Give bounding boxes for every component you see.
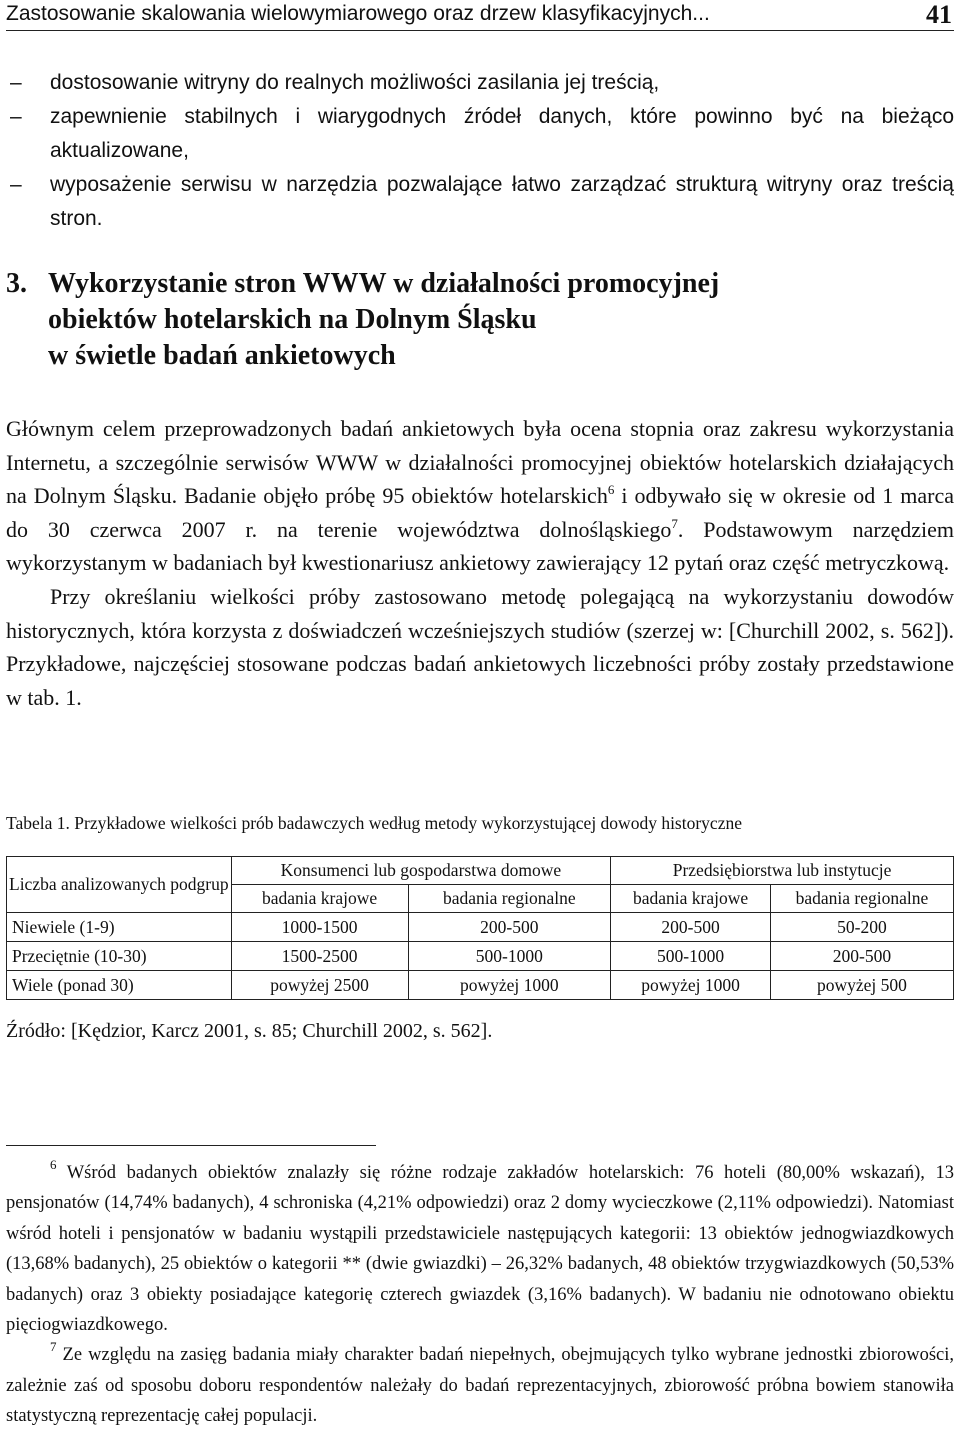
header-group-column: Liczba analizowanych podgrup (7, 857, 232, 913)
subheader-cell: badania regionalne (408, 885, 611, 913)
list-item-text: zapewnienie stabilnych i wiarygodnych źródeł danych, które powinno być na bieżąco aktualizowane, (50, 105, 954, 162)
paragraph-1 (6, 412, 954, 580)
table-cell: 500-1000 (611, 942, 771, 971)
list-item (6, 168, 954, 236)
footnote-6 (6, 1158, 954, 1340)
table-cell: powyżej 1000 (611, 971, 771, 1000)
paragraph-text: Głównym celem przeprowadzonych badań ankietowych była ocena stopnia oraz zakresu wykorzystania Internetu, a szczególnie serwisów WWW w działalności promocyjnej obiektów hotelarskich działających na Dolnym Śląsku. Badanie objęło próbę 95 obiektów hotelarskich (6, 416, 954, 509)
paragraph-2: Przy określaniu wielkości próby zastosowano metodę polegającą na wykorzystaniu dowodów historycznych, która korzysta z doświadczeń wcześniejszych studiów (szerzej w: [Churchill 2002, s. 562]). Przykładowe, najczęściej stosowane podczas badań ankietowych liczebności próby zostały przedstawione w tab. 1. (6, 583, 954, 710)
subheader-cell: badania regionalne (770, 885, 953, 913)
table-cell: 200-500 (611, 913, 771, 942)
sample-size-table (6, 856, 954, 1000)
footnote-mark: 7 (50, 1339, 57, 1355)
footnote-mark: 6 (50, 1157, 57, 1172)
table-row (7, 971, 954, 1000)
row-label: Wiele (ponad 30) (7, 971, 232, 1000)
header-consumers: Konsumenci lub gospodarstwa domowe (231, 857, 611, 885)
table-row (7, 942, 954, 971)
subheader-cell: badania krajowe (611, 885, 771, 913)
dash-marker: – (10, 71, 22, 94)
section-title-line-1: Wykorzystanie stron WWW w działalności promocyjnej (48, 268, 720, 299)
header-enterprises: Przedsiębiorstwa lub instytucje (611, 857, 954, 885)
table-source: Źródło: [Kędzior, Karcz 2001, s. 85; Churchill 2002, s. 562]. (6, 1020, 493, 1042)
table-cell: 1500-2500 (231, 942, 408, 971)
footnote-text: Ze względu na zasięg badania miały charakter badań niepełnych, obejmujących tylko wybrane jednostki zbiorowości, zależnie zaś od sposobu doboru respondentów należały do badań reprezentacyjnych, zbiorowość próbna bowiem stanowiła statystyczną reprezentację całej populacji. (6, 1345, 954, 1427)
table-cell: 50-200 (770, 913, 953, 942)
table-cell: 200-500 (770, 942, 953, 971)
table-cell: powyżej 1000 (408, 971, 611, 1000)
section-title-line-3: w świetle badań ankietowych (48, 340, 396, 371)
row-label: Przeciętnie (10-30) (7, 942, 232, 971)
section-title-line-2: obiektów hotelarskich na Dolnym Śląsku (48, 304, 537, 335)
list-item (6, 66, 954, 100)
section-number: 3. (6, 268, 27, 299)
table-cell: powyżej 2500 (231, 971, 408, 1000)
dash-marker: – (10, 105, 22, 128)
dash-marker: – (10, 173, 22, 196)
bullet-list (6, 66, 954, 236)
row-label: Niewiele (1-9) (7, 913, 232, 942)
table-cell: 500-1000 (408, 942, 611, 971)
running-title: Zastosowanie skalowania wielowymiarowego oraz drzew klasyfikacyjnych... (6, 2, 710, 25)
footnote-ref-6[interactable]: 6 (607, 482, 615, 498)
paragraph-text: . Podstawowym narzędziem wykorzystanym w badaniach był kwestionariusz ankietowy zawierający 12 pytań oraz część metryczkową. (6, 516, 955, 576)
footnote-ref-7[interactable]: 7 (671, 515, 678, 531)
footnote-separator (6, 1145, 376, 1146)
table-cell: 1000-1500 (231, 913, 408, 942)
running-header (6, 0, 954, 31)
footnote-text: Wśród badanych obiektów znalazły się różne rodzaje zakładów hotelarskich: 76 hoteli (80,00% wskazań), 13 pensjonatów (14,74% badanych), 4 schroniska (4,21% odpowiedzi) oraz 2 domy wycieczkowe (2,11% odpowiedzi). Natomiast wśród hoteli i pensjonatów w badaniu wystąpili przedstawiciele następujących kategorii: 13 obiektów jednogwiazdkowych (13,68% badanych), 25 obiektów o kategorii ** (dwie gwiazdki) – 26,32% badanych, 48 obiektów trzygwiazdkowych (50,53% badanych) oraz 3 obiekty posiadające kategorię czterech gwiazdek (3,16% badanych). W badaniu nie odnotowano obiektu pięciogwiazdkowego. (6, 1163, 954, 1336)
list-item-text: dostosowanie witryny do realnych możliwości zasilania jej treścią, (50, 71, 660, 94)
table-cell: 200-500 (408, 913, 611, 942)
list-item-text: wyposażenie serwisu w narzędzia pozwalające łatwo zarządzać strukturą witryny oraz treścią stron. (50, 173, 954, 230)
page-number: 41 (926, 0, 952, 29)
table-row (7, 913, 954, 942)
list-item (6, 100, 954, 168)
body-text (6, 412, 954, 714)
section-heading (6, 266, 954, 374)
table-caption: Tabela 1. Przykładowe wielkości prób badawczych według metody wykorzystującej dowody historyczne (6, 813, 742, 833)
footnote-7 (6, 1340, 954, 1431)
paragraph-text: i odbywało się w okresie od 1 marca do 30 czerwca 2007 r. na terenie województwa dolnośląskiego (6, 483, 955, 542)
footnotes (6, 1158, 954, 1432)
subheader-cell: badania krajowe (231, 885, 408, 913)
table-header-row (7, 857, 954, 885)
table-cell: powyżej 500 (770, 971, 953, 1000)
